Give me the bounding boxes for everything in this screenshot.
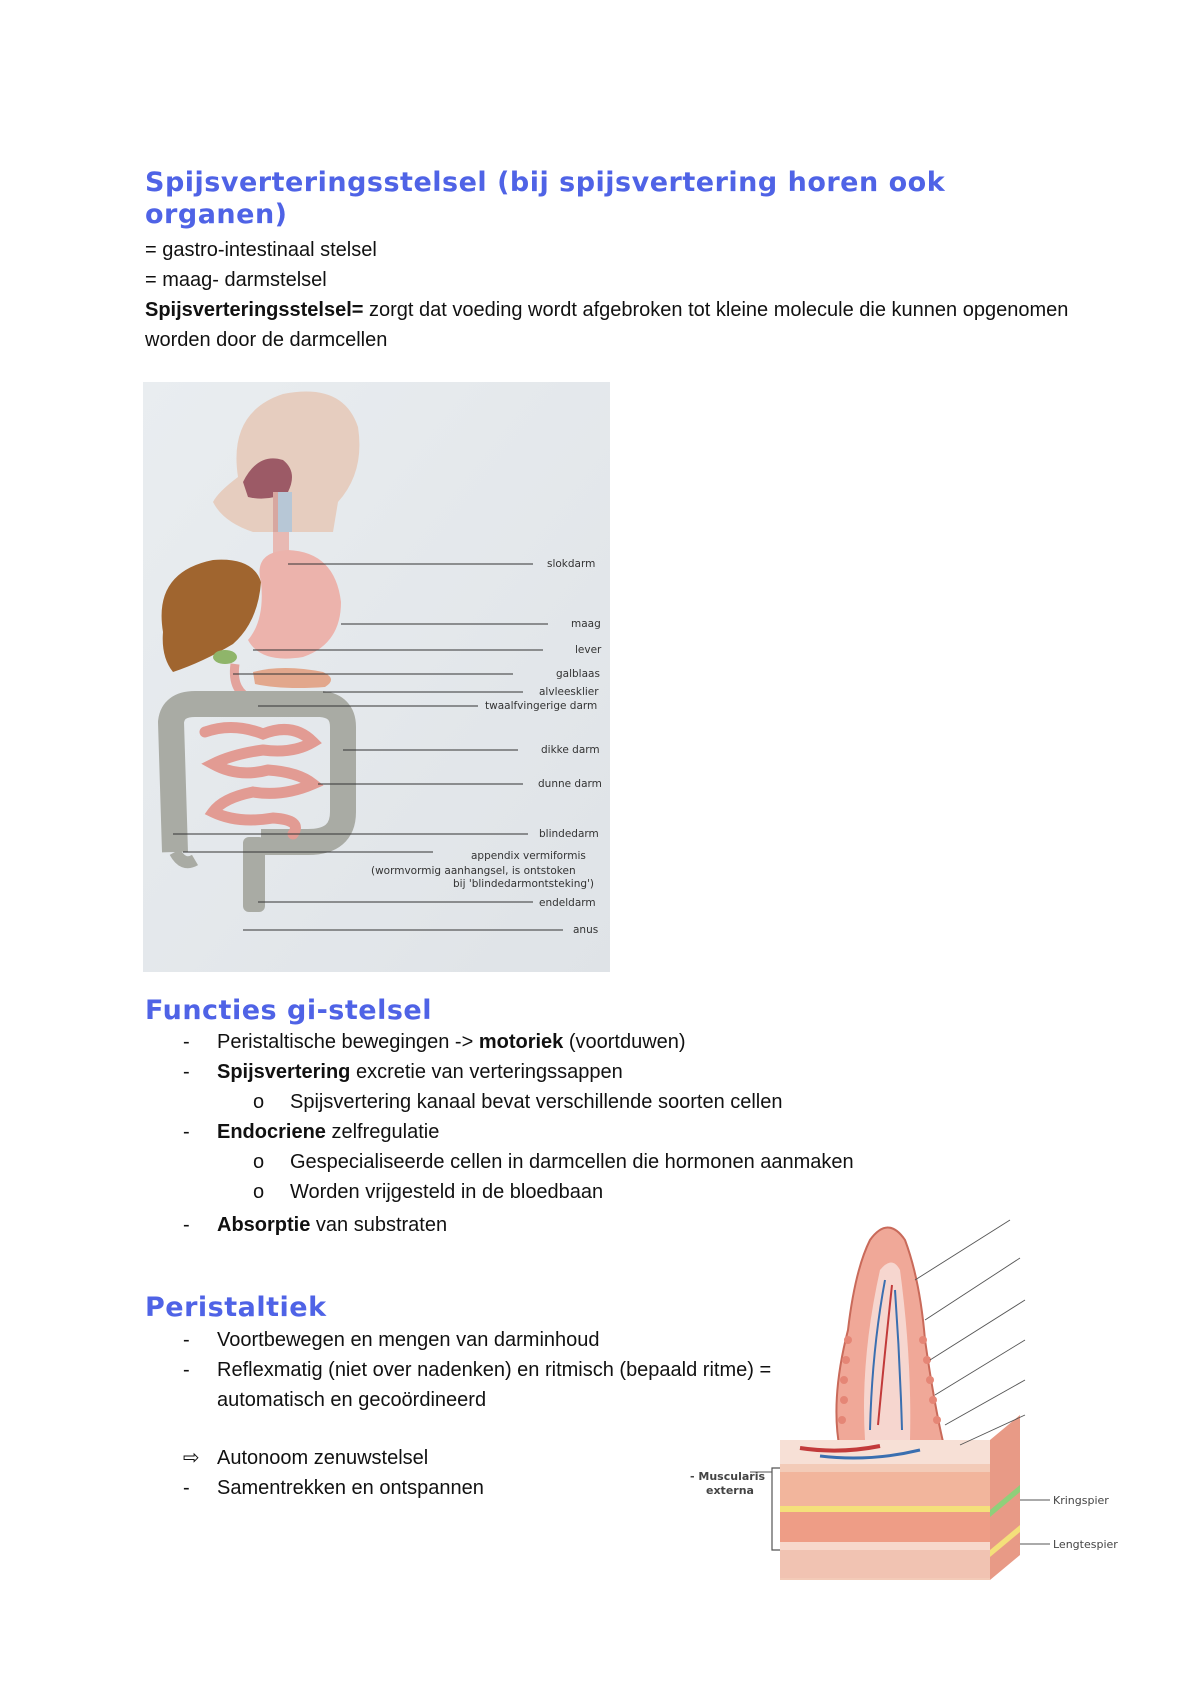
label-blindedarm: blindedarm [539,828,599,840]
label-muscularis: - Muscularis [690,1470,766,1483]
definition [145,295,1075,355]
peristaltiek-list [180,1325,777,1503]
list-item: - Spijsvertering excretie van verteringssappen [183,1061,623,1083]
list-item: - Samentrekken en ontspannen [183,1477,484,1499]
label-dikke-darm: dikke darm [541,744,600,756]
label-kringspier: Kringspier [1053,1494,1109,1507]
section-heading-peristaltiek: Peristaltiek [145,1292,327,1323]
label-appendix-note-1: (wormvormig aanhangsel, is ontstoken [371,865,576,877]
intestine-wall-figure [690,1210,1130,1590]
definition-term: Spijsverteringsstelsel= [145,299,364,321]
digestive-system-figure [143,382,610,972]
list-item: ⇨ Autonoom zenuwstelsel [183,1447,429,1469]
definition-text: zorgt dat voeding wordt afgebroken tot kleine molecule die kunnen opgenomen worden door de darmcellen [145,299,1069,351]
section-heading-functies: Functies gi-stelsel [145,995,432,1026]
label-twaalfvingerige-darm: twaalfvingerige darm [485,700,598,712]
label-appendix: appendix vermiformis [471,850,586,862]
functies-list [180,1027,854,1240]
label-lengtespier: Lengtespier [1053,1538,1118,1551]
list-item: - Absorptie van substraten [183,1214,448,1236]
label-anus: anus [573,924,599,936]
page-title: Spijsverteringsstelsel (bij spijsvertering horen ook organen) [145,167,946,230]
list-item: o Gespecialiseerde cellen in darmcellen die hormonen aanmaken [253,1151,854,1173]
label-slokdarm: slokdarm [547,558,596,570]
list-item: - Voortbewegen en mengen van darminhoud [183,1329,600,1351]
label-dunne-darm: dunne darm [538,778,602,790]
label-externa: externa [706,1484,754,1497]
label-appendix-note-2: bij 'blindedarmontsteking') [453,878,595,890]
label-maag: maag [571,618,601,630]
list-item: - Endocriene zelfregulatie [183,1121,440,1143]
list-item: - Reflexmatig (niet over nadenken) en ritmisch (bepaald ritme) = automatisch en gecoördineerd [183,1359,772,1411]
label-galblaas: galblaas [556,668,600,680]
label-endeldarm: endeldarm [539,897,596,909]
intro-line-1: = gastro-intestinaal stelsel [145,239,377,261]
label-lever: lever [575,644,602,656]
intro-line-2: = maag- darmstelsel [145,269,327,291]
list-item: - Peristaltische bewegingen -> motoriek (voortduwen) [183,1031,686,1053]
list-item: o Spijsvertering kanaal bevat verschillende soorten cellen [253,1091,783,1113]
label-alvleesklier: alvleesklier [539,686,599,698]
list-item: o Worden vrijgesteld in de bloedbaan [253,1181,604,1203]
